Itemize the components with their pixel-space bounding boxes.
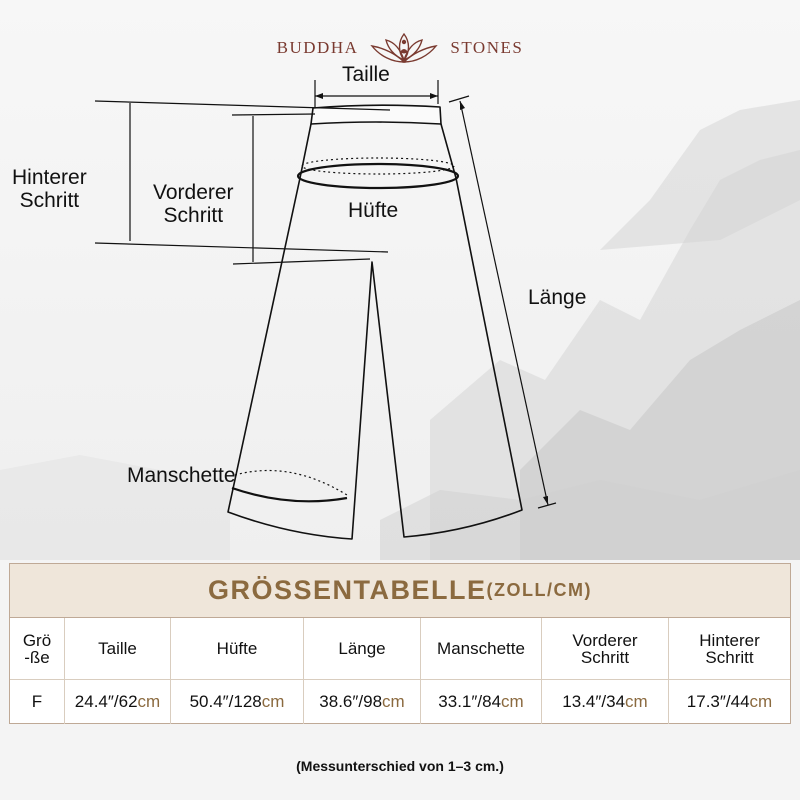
label-back-rise: Hinterer Schritt: [12, 166, 87, 212]
cell-cuff: 33.1″/84 cm: [421, 680, 542, 724]
cell-front-rise: 13.4″/34 cm: [542, 680, 669, 724]
size-chart-title: [10, 564, 790, 618]
header-length: Länge: [304, 618, 421, 679]
table-header-row: [10, 618, 790, 680]
label-hip: Hüfte: [348, 199, 399, 222]
cuff-line: [232, 488, 347, 501]
size-chart-table: [9, 563, 791, 724]
cell-back-rise: 17.3″/44 cm: [686, 692, 773, 711]
cell-waist: 24.4″/62 cm: [65, 680, 171, 724]
label-waist: Taille: [342, 63, 390, 86]
brand-name-right: STONES: [450, 38, 524, 57]
pants-outline: [228, 124, 522, 539]
header-hip: Hüfte: [171, 618, 304, 679]
measurement-note: (Messunterschied von 1–3 cm.): [296, 758, 504, 774]
hip-line: [298, 164, 458, 188]
cell-hip: 50.4″/128 cm: [171, 680, 304, 724]
size-chart-title-text: GRÖSSENTABELLE: [208, 575, 487, 605]
header-size: Grö -ße: [10, 618, 65, 679]
label-front-rise: Vorderer Schritt: [153, 181, 234, 227]
table-row: [10, 680, 790, 724]
brand-name-left: BUDDHA: [276, 38, 359, 57]
label-length: Länge: [528, 286, 587, 309]
size-chart-unit-note: (ZOLL/CM): [486, 580, 592, 600]
header-cuff: Manschette: [421, 618, 542, 679]
label-cuff: Manschette: [127, 464, 236, 487]
cell-size: F: [10, 680, 65, 724]
header-front-rise: Vorderer Schritt: [542, 618, 669, 679]
header-back-rise: Hinterer Schritt: [699, 630, 760, 667]
header-waist: Taille: [65, 618, 171, 679]
cell-length: 38.6″/98 cm: [304, 680, 421, 724]
